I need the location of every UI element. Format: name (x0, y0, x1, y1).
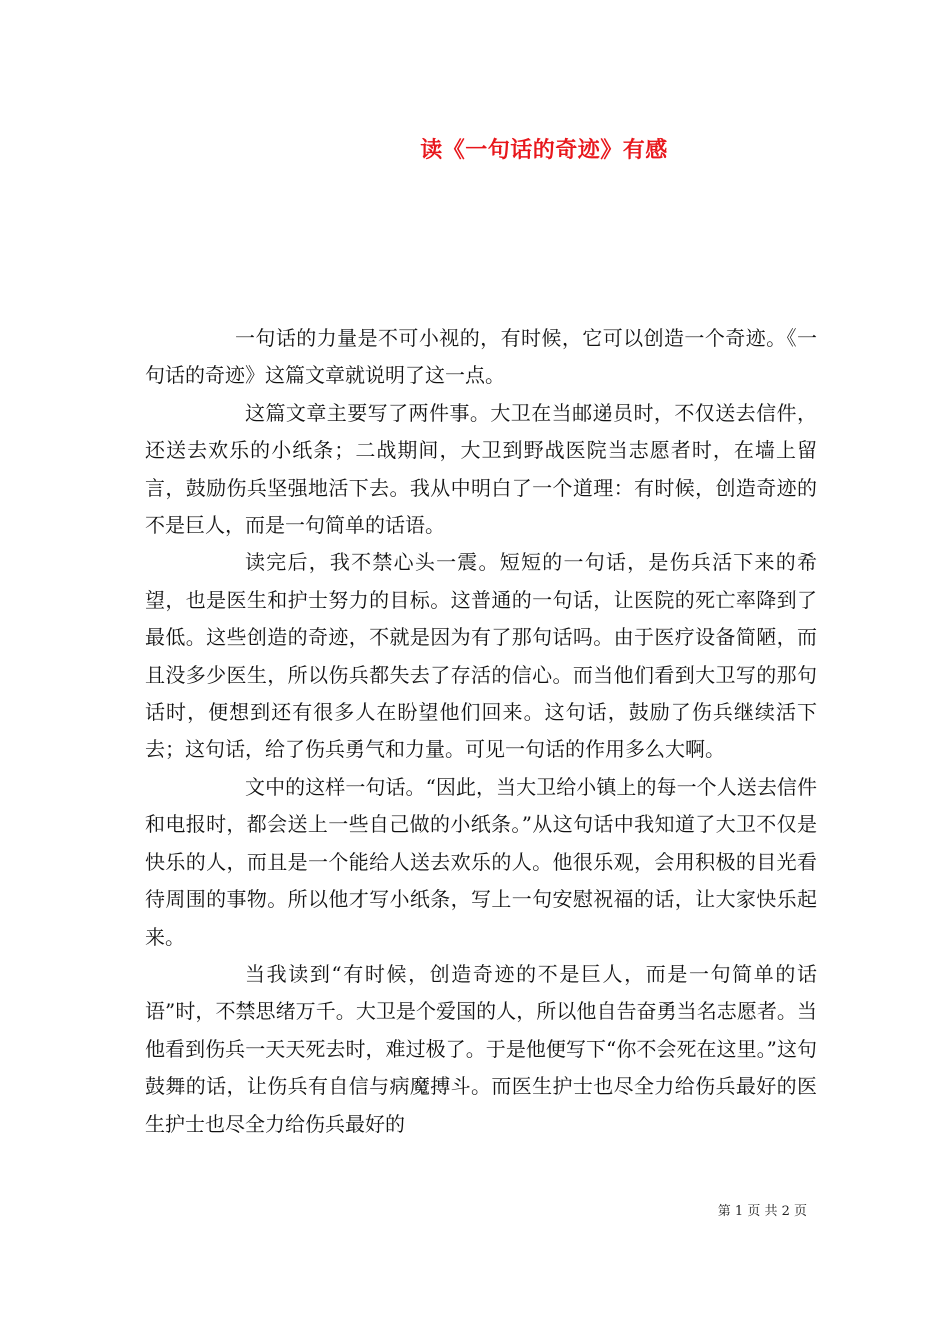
paragraph-1: 一句话的力量是不可小视的，有时候，它可以创造一个奇迹。《一句话的奇迹》这篇文章就说明了这一点。 (145, 326, 817, 388)
document-body (145, 320, 817, 1143)
document-title: 读《一句话的奇迹》有感 (420, 137, 668, 163)
paragraph-4: 文中的这样一句话。“因此，当大卫给小镇上的每一个人送去信件和电报时，都会送上一些自己做的小纸条。”从这句话中我知道了大卫不仅是快乐的人，而且是一个能给人送去欢乐的人。他很乐观，会用积极的目光看待周围的事物。所以他才写小纸条，写上一句安慰祝福的话，让大家快乐起来。 (145, 774, 817, 949)
paragraph-3: 读完后，我不禁心头一震。短短的一句话，是伤兵活下来的希望，也是医生和护士努力的目标。这普通的一句话，让医院的死亡率降到了最低。这些创造的奇迹，不就是因为有了那句话吗。由于医疗设备简陋，而且没多少医生，所以伤兵都失去了存活的信心。而当他们看到大卫写的那句话时，便想到还有很多人在盼望他们回来。这句话，鼓励了伤兵继续活下去；这句话，给了伤兵勇气和力量。可见一句话的作用多么大啊。 (145, 550, 817, 762)
paragraph-5: 当我读到“有时候，创造奇迹的不是巨人，而是一句简单的话语”时，不禁思绪万千。大卫是个爱国的人，所以他自告奋勇当名志愿者。当他看到伤兵一天天死去时，难过极了。于是他便写下“你不会死在这里。”这句鼓舞的话，让伤兵有自信与病魔搏斗。而医生护士也尽全力给伤兵最好的医生护士也尽全力给伤兵最好的 (145, 961, 817, 1136)
page-number-footer: 第 1 页 共 2 页 (717, 1204, 807, 1219)
paragraph-2: 这篇文章主要写了两件事。大卫在当邮递员时，不仅送去信件，还送去欢乐的小纸条；二战期间，大卫到野战医院当志愿者时，在墙上留言，鼓励伤兵坚强地活下去。我从中明白了一个道理：有时候，创造奇迹的不是巨人，而是一句简单的话语。 (145, 400, 817, 538)
